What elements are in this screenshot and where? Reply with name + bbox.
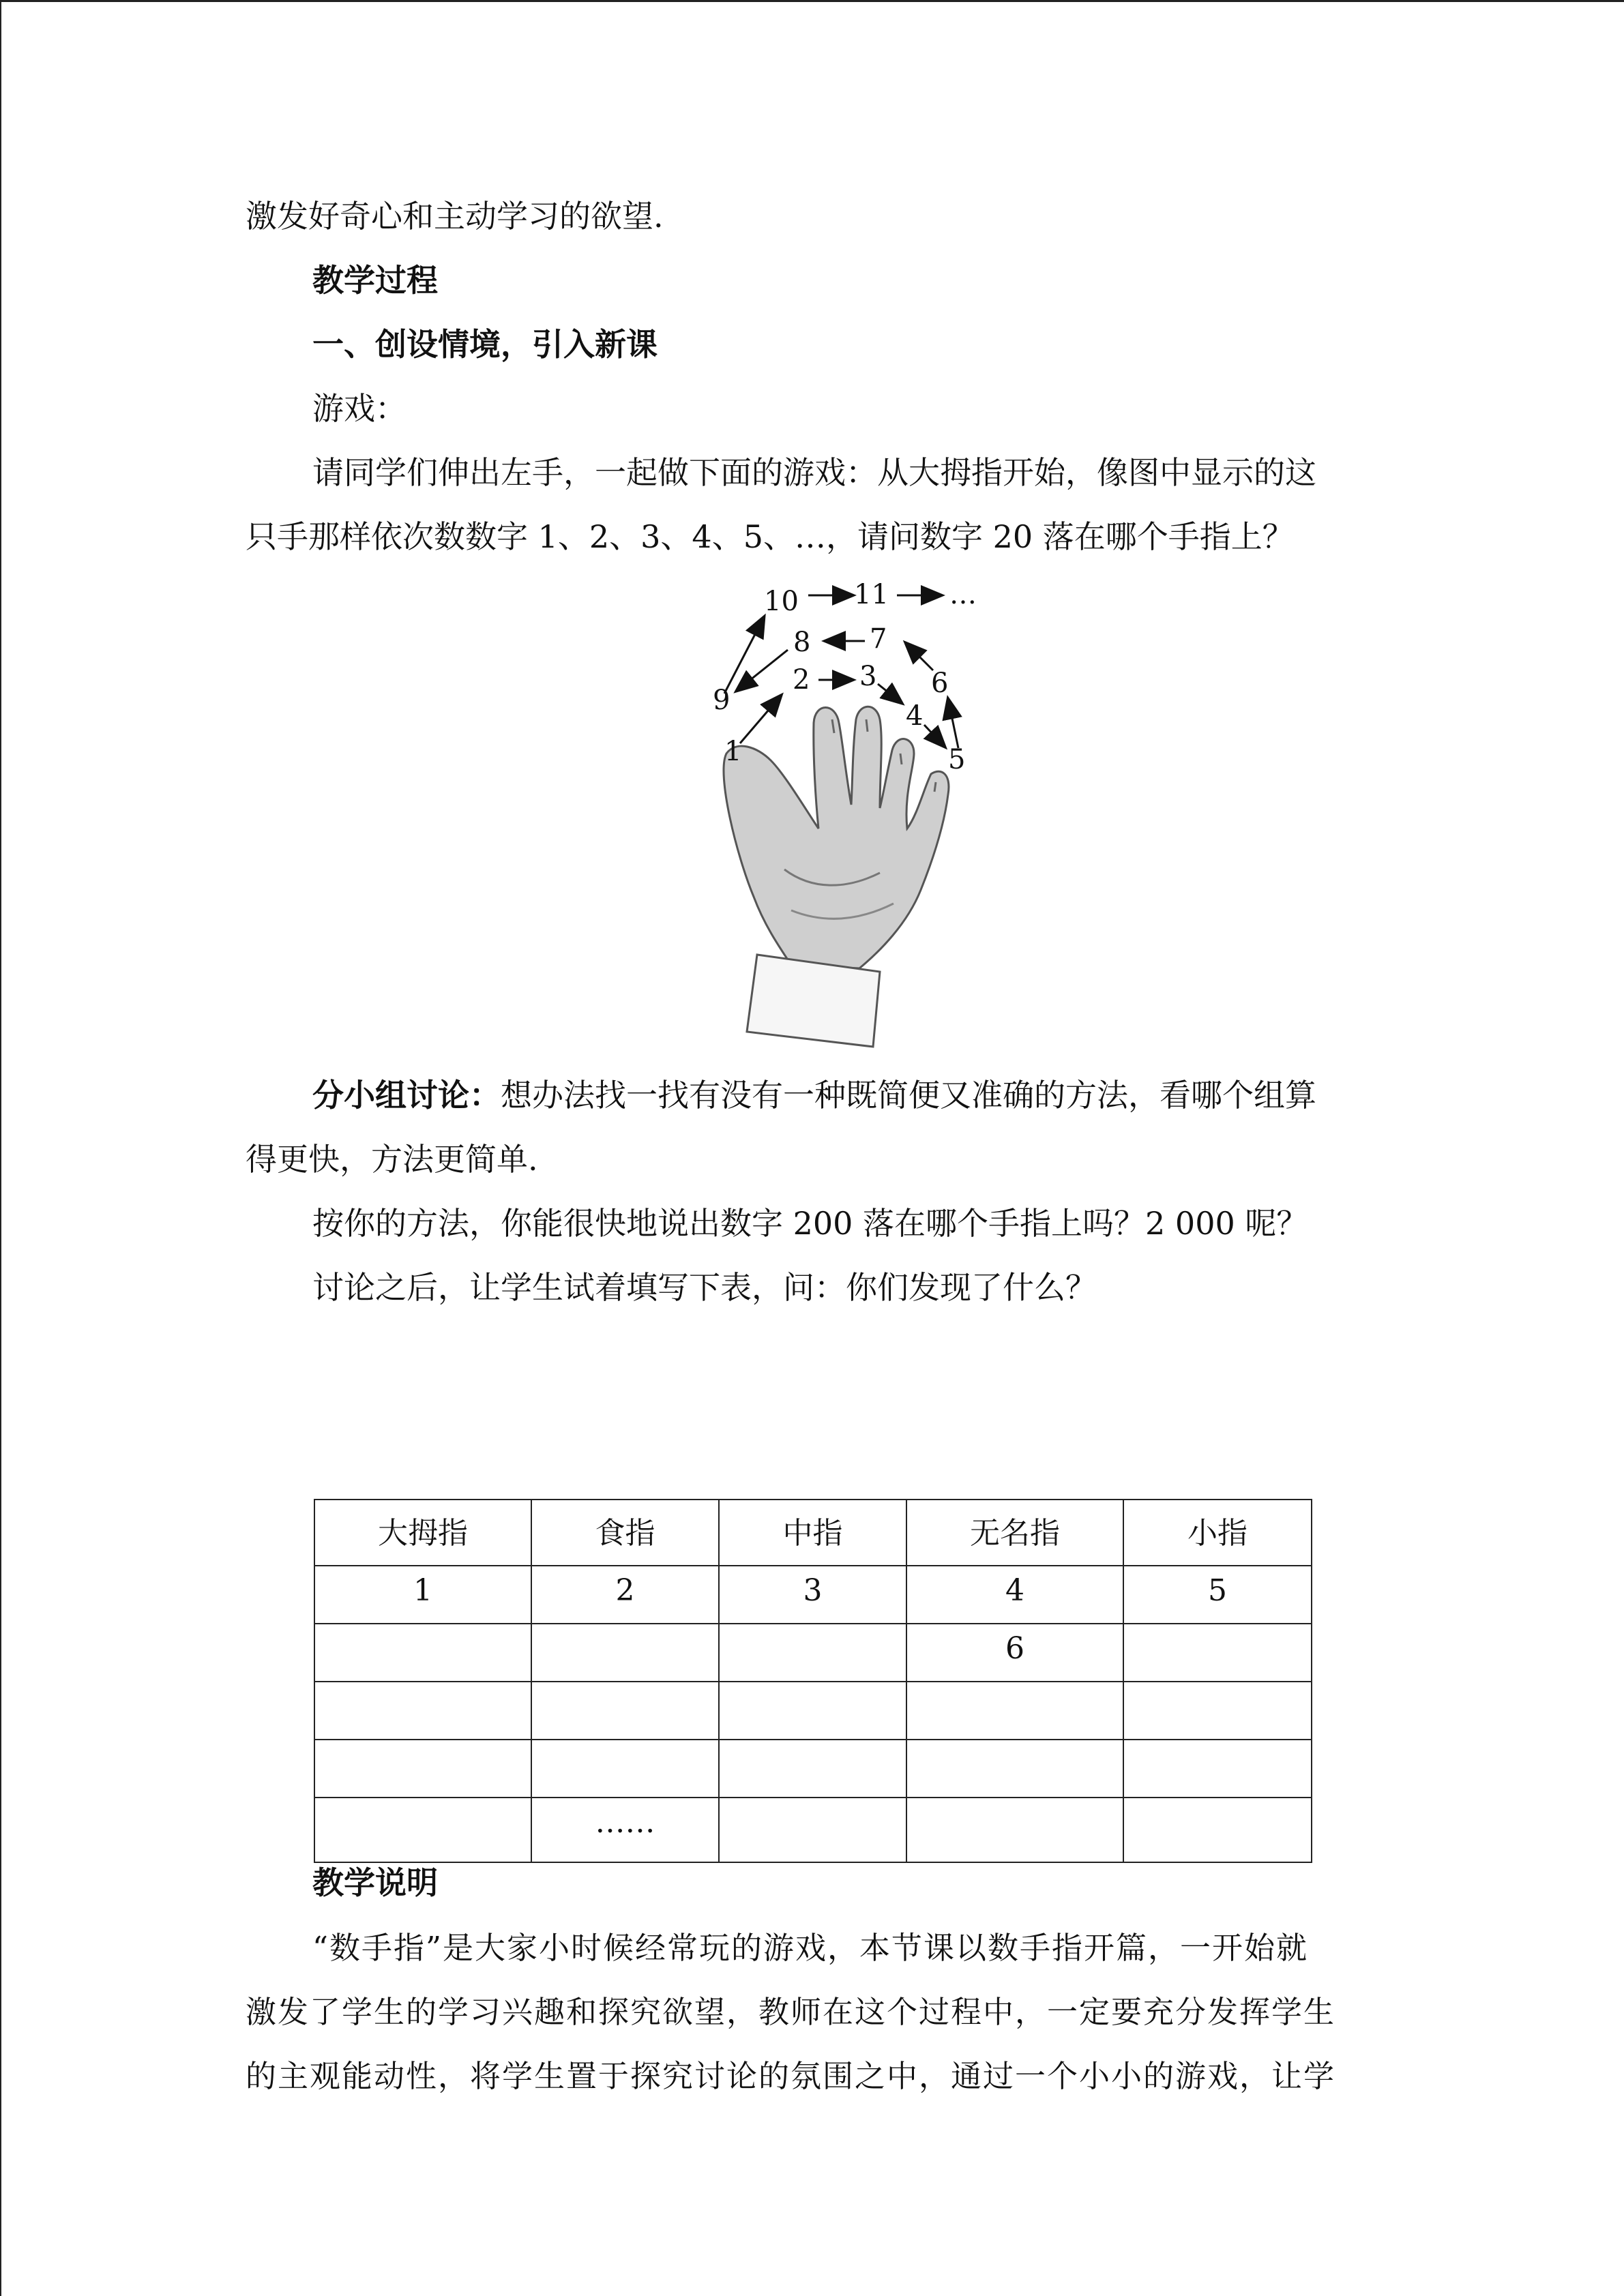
notes-line-1: “数手指”是大家小时候经常玩的游戏，本节课以数手指开篇，一开始就 bbox=[312, 1930, 1309, 1966]
table-row bbox=[314, 1798, 1312, 1862]
header-ring-finger: 无名指 bbox=[906, 1500, 1123, 1566]
table-cell: 2 bbox=[531, 1566, 719, 1624]
figure-label-10: 10 bbox=[764, 586, 799, 617]
figure-label-8: 8 bbox=[793, 627, 811, 658]
header-little-finger: 小指 bbox=[1123, 1500, 1312, 1566]
game-label: 游戏： bbox=[312, 390, 407, 427]
table-cell bbox=[531, 1740, 719, 1798]
table-row bbox=[314, 1624, 1312, 1682]
discussion-line-2: 得更快，方法更简单. bbox=[246, 1141, 538, 1178]
finger-count-table bbox=[314, 1499, 1312, 1863]
figure-label-4: 4 bbox=[906, 700, 924, 732]
header-thumb: 大拇指 bbox=[314, 1500, 531, 1566]
table-cell bbox=[531, 1624, 719, 1682]
heading-teaching-notes: 教学说明 bbox=[312, 1864, 438, 1901]
table-cell bbox=[1123, 1624, 1312, 1682]
table-cell: 6 bbox=[906, 1624, 1123, 1682]
table-cell bbox=[719, 1740, 906, 1798]
figure-label-6: 6 bbox=[931, 668, 949, 699]
table-cell bbox=[1123, 1798, 1312, 1862]
counting-arrows bbox=[724, 595, 958, 748]
header-index-finger: 食指 bbox=[531, 1500, 719, 1566]
table-cell bbox=[314, 1624, 531, 1682]
figure-label-1: 1 bbox=[724, 736, 742, 767]
table-intro-line: 讨论之后，让学生试着填写下表，问：你们发现了什么？ bbox=[312, 1269, 1097, 1306]
heading-teaching-process: 教学过程 bbox=[312, 262, 438, 299]
notes-line-3: 的主观能动性，将学生置于探究讨论的氛围之中，通过一个小小的游戏，让学 bbox=[246, 2058, 1336, 2094]
table-cell: 3 bbox=[719, 1566, 906, 1624]
intro-text: 激发好奇心和主动学习的欲望. bbox=[246, 198, 664, 235]
table-cell: …… bbox=[531, 1798, 719, 1862]
table-cell bbox=[1123, 1682, 1312, 1740]
notes-line-2: 激发了学生的学习兴趣和探究欲望，教师在这个过程中，一定要充分发挥学生 bbox=[246, 1994, 1336, 2030]
table-cell: 4 bbox=[906, 1566, 1123, 1624]
table-cell bbox=[1123, 1740, 1312, 1798]
table-row bbox=[314, 1566, 1312, 1624]
table-row bbox=[314, 1682, 1312, 1740]
table-cell bbox=[906, 1798, 1123, 1862]
game-description-line-2: 只手那样依次数数字 1、2、3、4、5、…，请问数字 20 落在哪个手指上？ bbox=[246, 518, 1294, 555]
table-cell bbox=[314, 1798, 531, 1862]
table-header-row bbox=[314, 1500, 1312, 1566]
hand-counting-figure bbox=[689, 569, 1030, 1060]
header-middle-finger: 中指 bbox=[719, 1500, 906, 1566]
heading-section-1: 一、创设情境，引入新课 bbox=[312, 326, 658, 363]
table-cell bbox=[906, 1682, 1123, 1740]
table-cell bbox=[531, 1682, 719, 1740]
question-line: 按你的方法，你能很快地说出数字 200 落在哪个手指上吗？2 000 呢？ bbox=[312, 1205, 1308, 1242]
table-cell bbox=[314, 1682, 531, 1740]
table-cell bbox=[719, 1682, 906, 1740]
game-description-line-1: 请同学们伸出左手，一起做下面的游戏：从大拇指开始，像图中显示的这 bbox=[312, 454, 1316, 491]
table-cell bbox=[314, 1740, 531, 1798]
figure-label-9: 9 bbox=[713, 685, 730, 716]
discussion-text: 想办法找一找有没有一种既简便又准确的方法，看哪个组算 bbox=[501, 1077, 1316, 1114]
discussion-line-1 bbox=[312, 1075, 1316, 1116]
figure-ellipsis: … bbox=[949, 579, 977, 610]
table-cell: 1 bbox=[314, 1566, 531, 1624]
figure-label-3: 3 bbox=[859, 661, 877, 692]
table-cell bbox=[906, 1740, 1123, 1798]
figure-label-2: 2 bbox=[793, 664, 810, 696]
table-row bbox=[314, 1740, 1312, 1798]
figure-label-7: 7 bbox=[870, 623, 887, 655]
discussion-label: 分小组讨论： bbox=[312, 1077, 501, 1114]
hand-illustration bbox=[724, 706, 949, 1047]
table-cell: 5 bbox=[1123, 1566, 1312, 1624]
figure-label-5: 5 bbox=[948, 744, 966, 775]
table-cell bbox=[719, 1798, 906, 1862]
figure-label-11: 11 bbox=[854, 579, 889, 610]
table-cell bbox=[719, 1624, 906, 1682]
